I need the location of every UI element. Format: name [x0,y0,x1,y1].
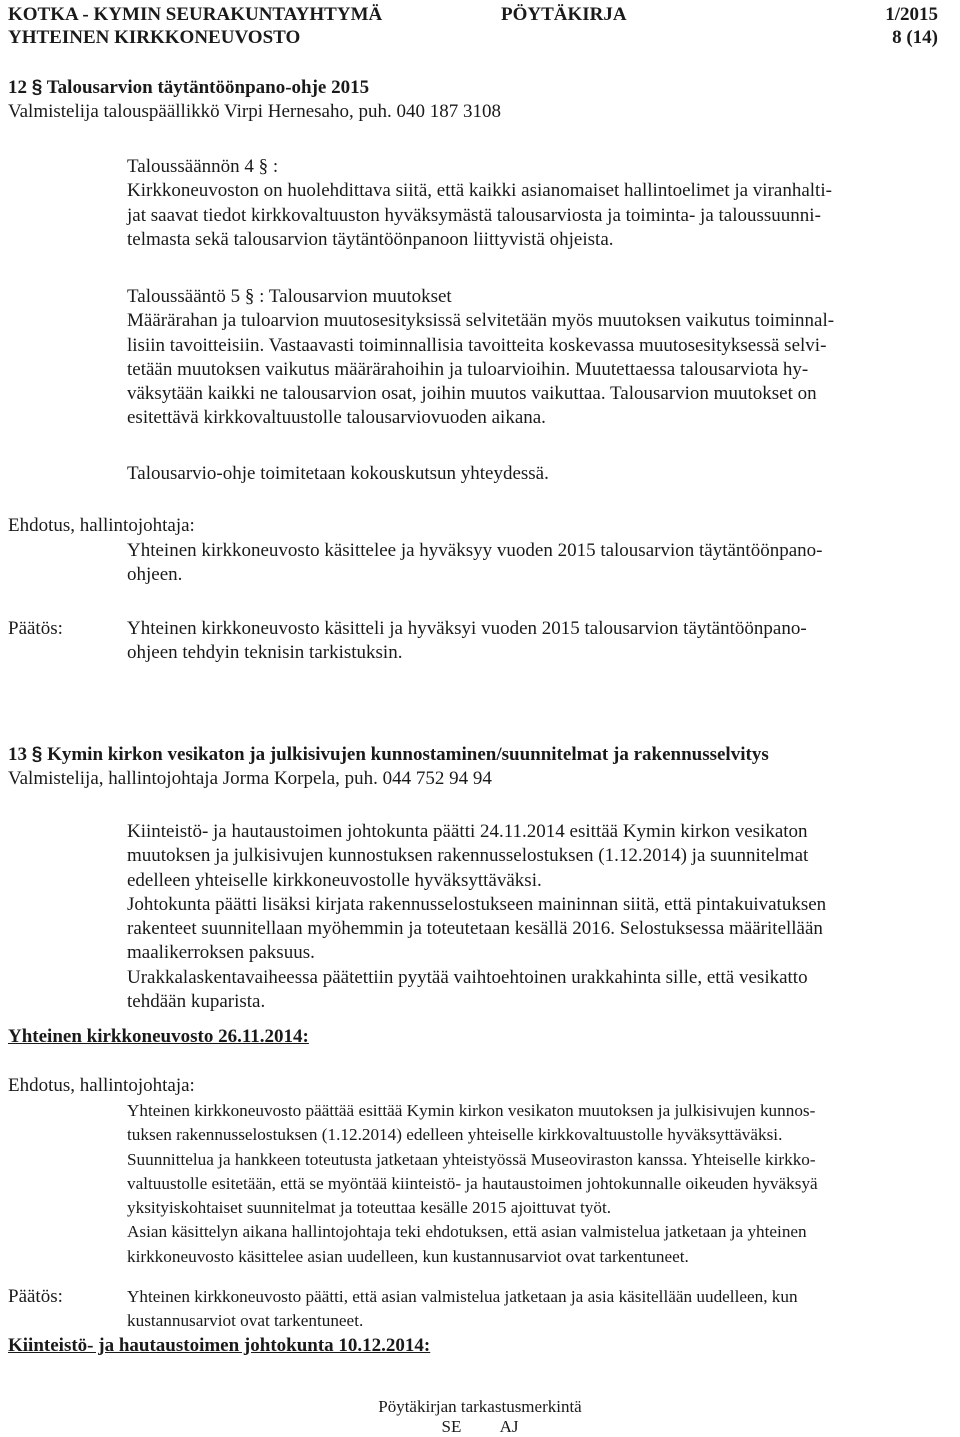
text-line: Asian käsittelyn aikana hallintojohtaja teki ehdotuksen, että asian valmistelua jatketaan ja yhteinen [127,1222,807,1242]
text-line: Määrärahan ja tuloarvion muutosesityksissä selvitetään myös muutoksen vaikutus toiminnal- [127,310,835,332]
text-line: Yhteinen kirkkoneuvosto käsitteli ja hyväksyi vuoden 2015 talousarvion täytäntöönpano- [127,618,807,639]
text-line: Kirkkoneuvoston on huolehdittava siitä, että kaikki asianomaiset hallintoelimet ja viranhalti- [127,180,832,202]
section-13-title: Kymin kirkon vesikaton ja julkisivujen kunnostaminen/suunnitelmat ja rakennusselvitys [47,744,769,765]
text-line: Johtokunta päätti lisäksi kirjata rakennusselostukseen maininnan siitä, että pintakuivatuksen [127,893,827,915]
text-line: valtuustolle esitetään, että se myöntää kiinteistö- ja hautaustoimen johtokunnalle oikeuden hyväksyä [127,1173,818,1193]
section-12-number: 12 [8,77,27,98]
section-12-decision [127,617,945,666]
text-line: Yhteinen kirkkoneuvosto päättää esittää Kymin kirkon vesikaton muutoksen ja julkisivujen kunnos- [127,1101,816,1120]
text-line: telmasta sekä talousarvion täytäntöönpanoon liittyvistä ohjeista. [127,228,614,250]
text-line: tehdään kuparista. [127,991,266,1013]
section-12-preparer: Valmistelija talouspäällikkö Virpi Hernesaho, puh. 040 187 3108 [8,101,501,122]
section-12-proposal [127,539,945,588]
header-page: 8 (14) [892,27,938,48]
next-meeting-label: Kiinteistö- ja hautaustoimen johtokunta 10.12.2014: [8,1335,431,1356]
text-line: Urakkalaskentavaiheessa päätettiin pyytää vaihtoehtoinen urakkahinta sille, että vesikatto [127,966,808,988]
section-13-proposal [127,1099,952,1269]
text-line: kirkkoneuvosto käsittelee asian uudelleen, kun kustannusarviot ovat tarkentuneet. [127,1246,689,1266]
text-line: Suunnittelua ja hankkeen toteutusta jatketaan yhteistyössä Museoviraston kanssa. Yhteiselle kirkko- [127,1149,816,1169]
section-symbol: § [31,744,43,765]
section-13-intro [127,820,945,1014]
section-13-proposal-label: Ehdotus, hallintojohtaja: [8,1075,195,1096]
text-line: Yhteinen kirkkoneuvosto käsittelee ja hyväksyy vuoden 2015 talousarvion täytäntöönpano- [127,540,823,561]
text-line: jat saavat tiedot kirkkovaltuuston hyväksymästä talousarviosta ja toiminta- ja taloussuunni- [127,204,821,226]
text-line: väksytään kaikki ne talousarvion osat, joihin muutos vaikuttaa. Talousarvion muutokset on [127,383,817,405]
text-line: Taloussääntö 5 § : Talousarvion muutokset [127,286,452,307]
text-line: tetään muutoksen vaikutus määrärahoihin ja tuloarvioihin. Muutettaessa talousarviota hy- [127,358,809,380]
text-line: esitettävä kirkkovaltuustolle talousarviovuoden aikana. [127,407,546,429]
section-12-paragraph-1 [127,155,945,252]
footer-initials [0,1416,960,1437]
text-line: rakenteet suunnitellaan myöhemmin ja toteutetaan kesällä 2016. Selostuksessa määritellään [127,918,823,940]
section-12-paragraph-2 [127,285,945,431]
text-line: Taloussäännön 4 § : [127,156,279,177]
header-body: YHTEINEN KIRKKONEUVOSTO [8,27,301,48]
section-12-decision-label: Päätös: [8,618,63,639]
section-12-proposal-label: Ehdotus, hallintojohtaja: [8,515,195,536]
text-line: muutoksen ja julkisivujen kunnostuksen rakennusselostuksen (1.12.2014) ja suunnitelmat [127,845,809,867]
footer-verification: Pöytäkirjan tarkastusmerkintä [378,1397,582,1416]
section-13-decision-label: Päätös: [8,1286,63,1307]
section-12-paragraph-3: Talousarvio-ohje toimitetaan kokouskutsun yhteydessä. [127,463,549,484]
header-org: KOTKA - KYMIN SEURAKUNTAYHTYMÄ [8,4,383,25]
section-12-title: Talousarvion täytäntöönpano-ohje 2015 [46,77,370,98]
section-13-decision [127,1285,952,1334]
section-symbol: § [31,77,43,98]
header-doc-type: PÖYTÄKIRJA [501,4,627,25]
header-doc-number: 1/2015 [885,4,938,25]
text-line: kustannusarviot ovat tarkentuneet. [127,1311,364,1331]
text-line: tuksen rakennusselostuksen (1.12.2014) edelleen yhteiselle kirkkovaltuustolle hyväksyttäväksi. [127,1125,783,1145]
text-line: lisiin tavoitteisiin. Vastaavasti toiminnallisia tavoitteita koskevassa muutosesityksessä selvi- [127,334,827,356]
text-line: Yhteinen kirkkoneuvosto päätti, että asian valmistelua jatketaan ja asia käsitellään uudelleen, kun [127,1287,798,1306]
text-line: Kiinteistö- ja hautaustoimen johtokunta päätti 24.11.2014 esittää Kymin kirkon vesikaton [127,821,808,842]
text-line: yksityiskohtaiset suunnitelmat ja toteuttaa kesälle 2015 ajoittuvat työt. [127,1198,612,1218]
text-line: ohjeen. [127,564,183,586]
text-line: maalikerroksen paksuus. [127,942,315,964]
section-12-heading [8,76,369,100]
section-13-preparer: Valmistelija, hallintojohtaja Jorma Korpela, puh. 044 752 94 94 [8,768,492,789]
meeting-label: Yhteinen kirkkoneuvosto 26.11.2014: [8,1026,309,1047]
initials-2: AJ [499,1417,519,1436]
text-line: edelleen yhteiselle kirkkoneuvostolle hyväksyttäväksi. [127,869,542,891]
section-13-heading [8,743,769,767]
initials-1: SE [441,1417,462,1436]
text-line: ohjeen tehdyin teknisin tarkistuksin. [127,642,403,664]
section-13-number: 13 [8,744,27,765]
